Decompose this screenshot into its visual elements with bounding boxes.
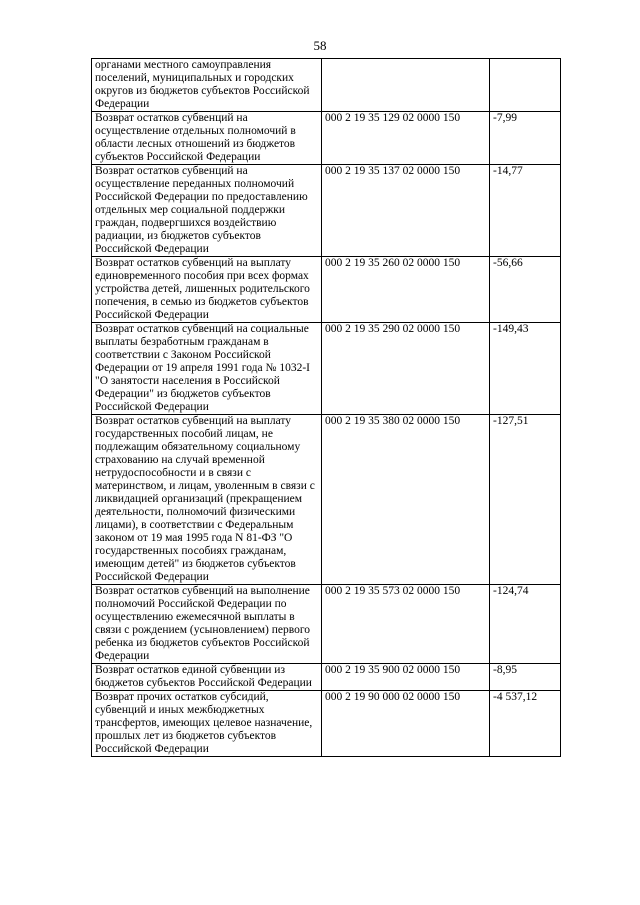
table-row [92,165,561,257]
row-code [322,59,490,112]
row-amount: -149,43 [490,323,561,415]
row-code: 000 2 19 35 260 02 0000 150 [322,257,490,323]
row-code: 000 2 19 90 000 02 0000 150 [322,691,490,757]
row-name: Возврат остатков субвенций на осуществление переданных полномочий Российской Федерации по предоставлению отдельных мер социальной поддержки граждан, подвергшихся воздействию радиации, из бюджетов субъектов Российской Федерации [92,165,322,257]
row-name: Возврат остатков субвенций на осуществление отдельных полномочий в области лесных отношений из бюджетов субъектов Российской Федерации [92,112,322,165]
row-code: 000 2 19 35 380 02 0000 150 [322,415,490,585]
page-number: 58 [313,38,327,53]
row-amount: -124,74 [490,585,561,664]
row-code: 000 2 19 35 137 02 0000 150 [322,165,490,257]
row-code: 000 2 19 35 129 02 0000 150 [322,112,490,165]
row-name: Возврат остатков единой субвенции из бюджетов субъектов Российской Федерации [92,664,322,691]
row-code: 000 2 19 35 900 02 0000 150 [322,664,490,691]
row-code: 000 2 19 35 573 02 0000 150 [322,585,490,664]
row-code: 000 2 19 35 290 02 0000 150 [322,323,490,415]
row-name: Возврат остатков субвенций на выплату единовременного пособия при всех формах устройства детей, лишенных родительского попечения, в семью из бюджетов субъектов Российской Федерации [92,257,322,323]
table-row [92,257,561,323]
row-name: Возврат прочих остатков субсидий, субвенций и иных межбюджетных трансфертов, имеющих целевое назначение, прошлых лет из бюджетов субъектов Российской Федерации [92,691,322,757]
budget-table [91,58,561,757]
row-amount: -56,66 [490,257,561,323]
table-row [92,585,561,664]
table-row [92,664,561,691]
row-amount: -8,95 [490,664,561,691]
row-name: органами местного самоуправления поселений, муниципальных и городских округов из бюджетов субъектов Российской Федерации [92,59,322,112]
table-row [92,59,561,112]
row-amount: -14,77 [490,165,561,257]
row-amount: -4 537,12 [490,691,561,757]
row-name: Возврат остатков субвенций на социальные выплаты безработным гражданам в соответствии с Законом Российской Федерации от 19 апреля 1991 года № 1032-I "О занятости населения в Российской Федерации" из бюджетов субъектов Российской Федерации [92,323,322,415]
table-row [92,112,561,165]
row-amount [490,59,561,112]
row-name: Возврат остатков субвенций на выплату государственных пособий лицам, не подлежащим обязательному социальному страхованию на случай временной нетрудоспособности и в связи с материнством, и лицам, уволенным в связи с ликвидацией организаций (прекращением деятельности, полномочий физическими лицами), в соответствии с Федеральным законом от 19 мая 1995 года N 81-ФЗ "О государственных пособиях гражданам, имеющим детей" из бюджетов субъектов Российской Федерации [92,415,322,585]
table-row [92,691,561,757]
table-row [92,323,561,415]
row-name: Возврат остатков субвенций на выполнение полномочий Российской Федерации по осуществлению ежемесячной выплаты в связи с рождением (усыновлением) первого ребенка из бюджетов субъектов Российской Федерации [92,585,322,664]
row-amount: -7,99 [490,112,561,165]
row-amount: -127,51 [490,415,561,585]
table-row [92,415,561,585]
